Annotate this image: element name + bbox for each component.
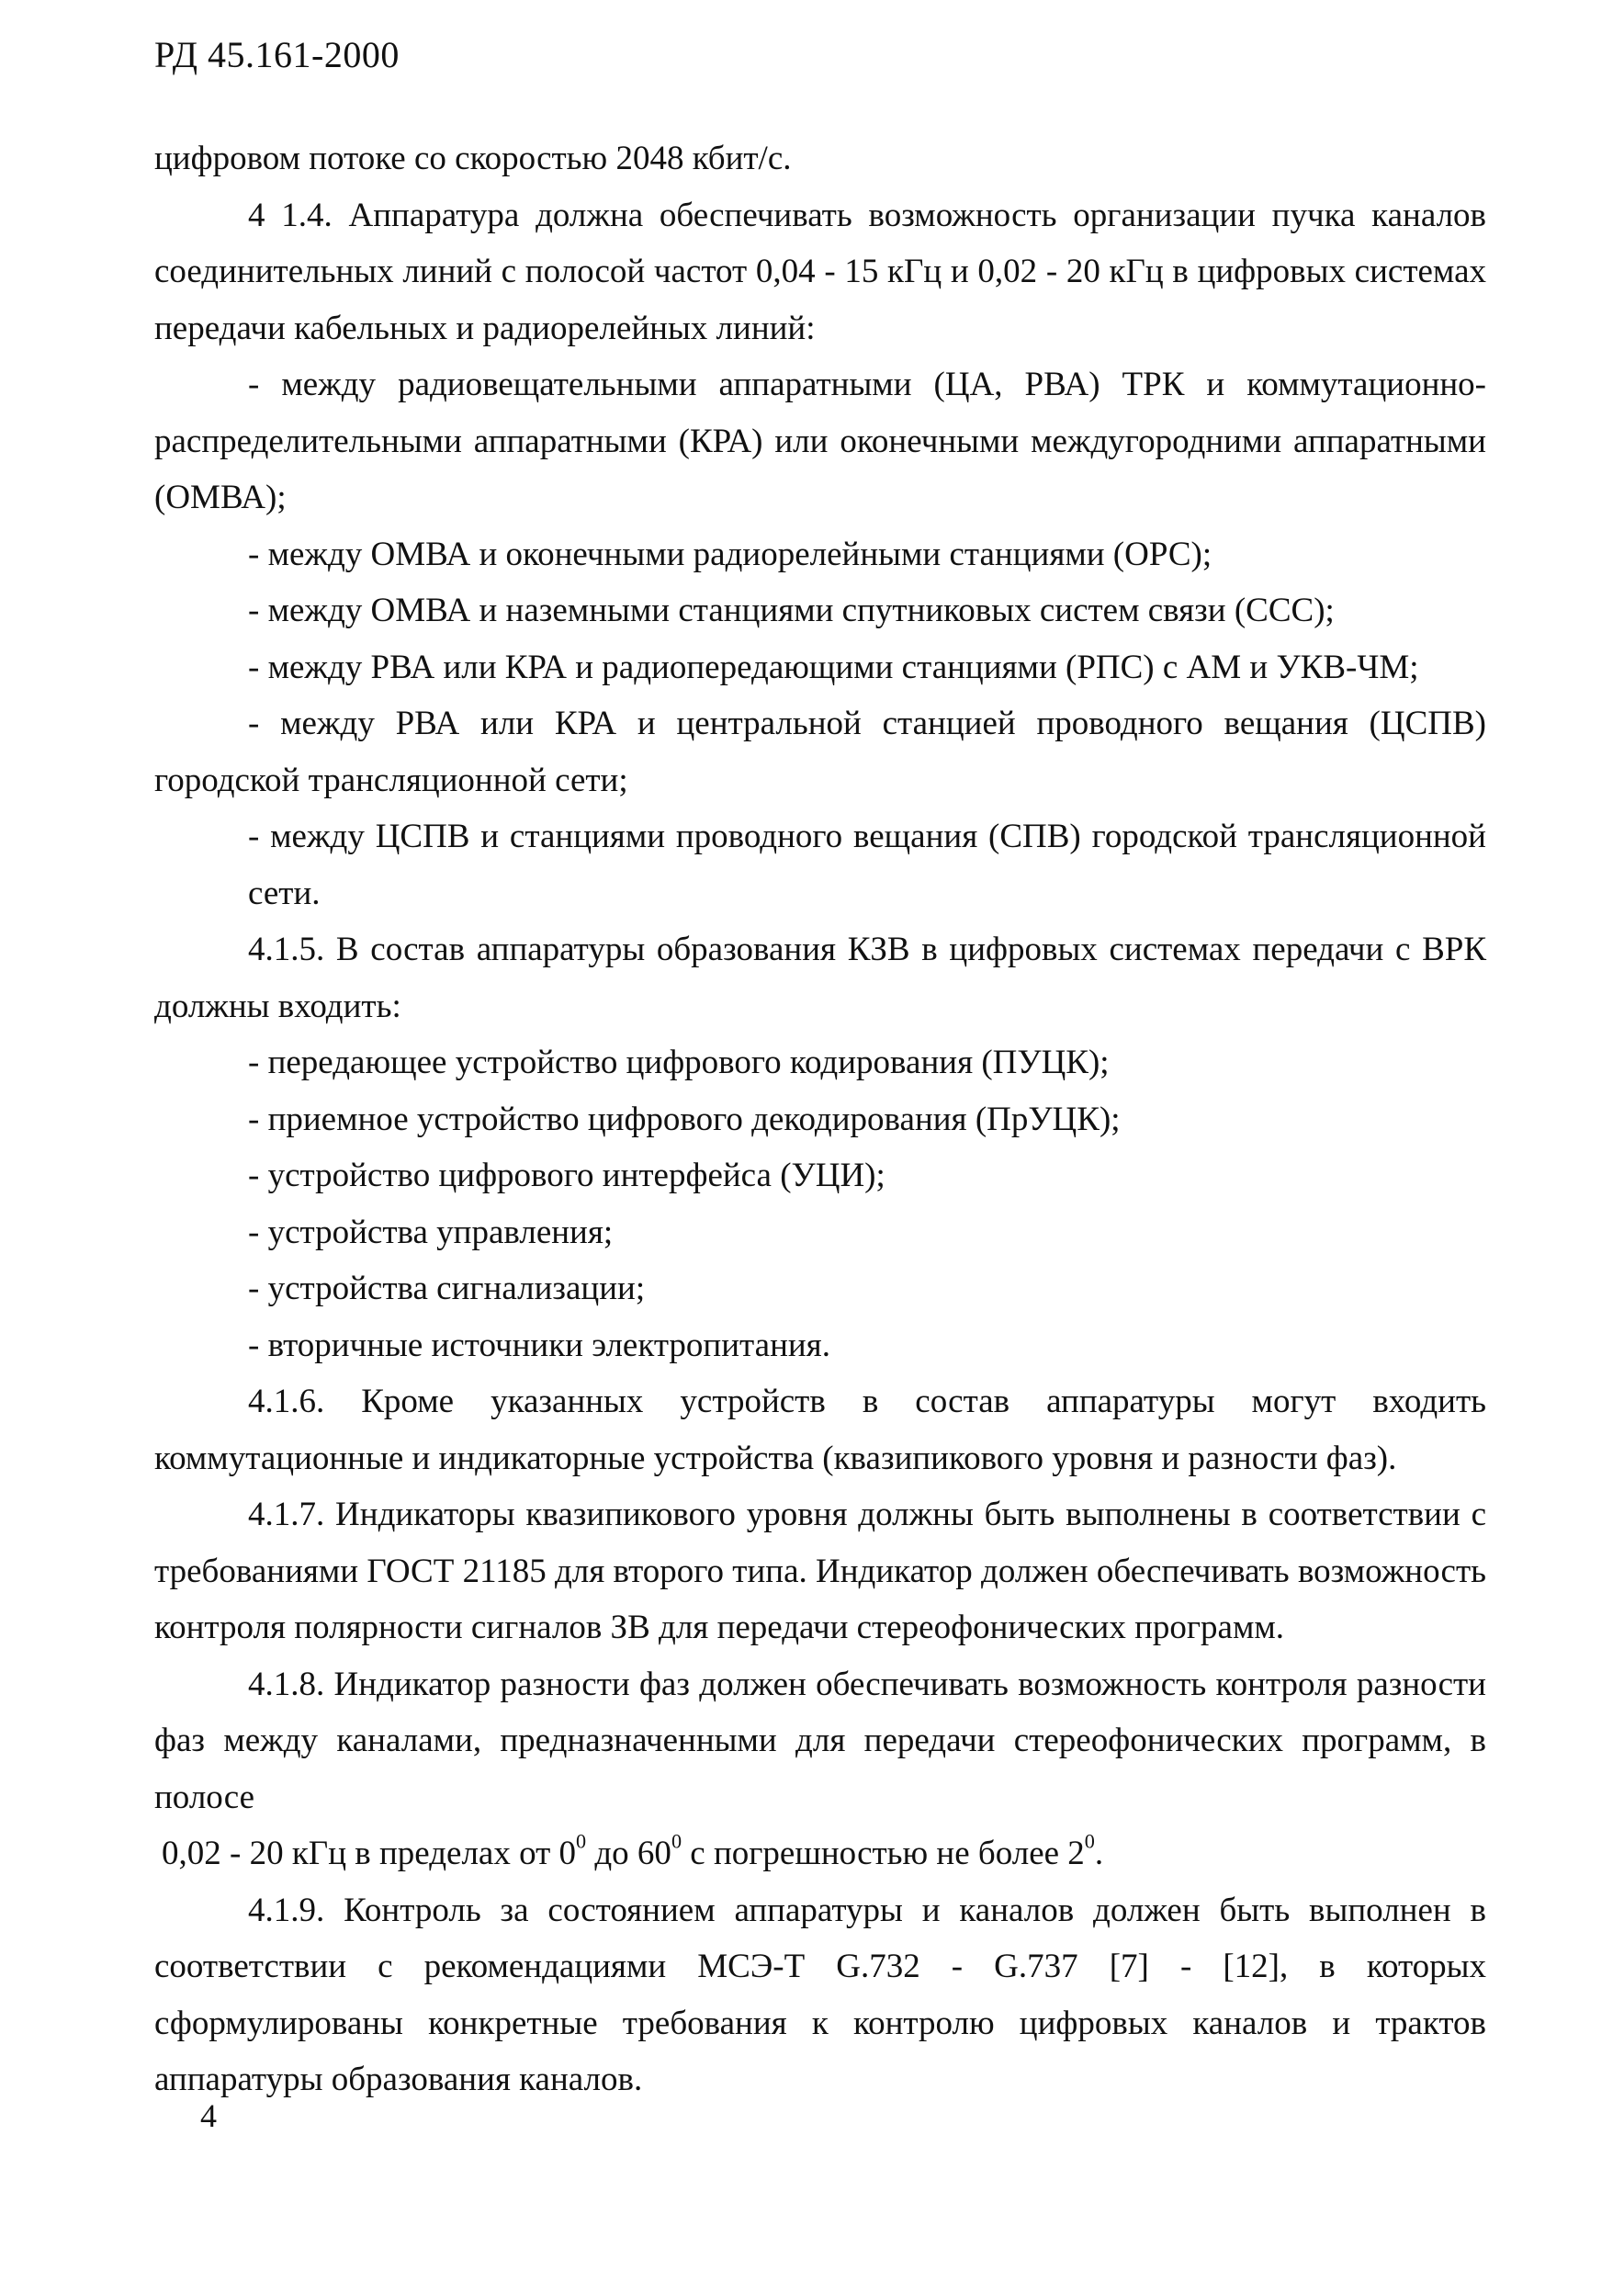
paragraph-4-1-6: 4.1.6. Кроме указанных устройств в состав аппаратуры могут входить коммутационные и индикаторные устройства (квазипикового уровня и разности фаз). [154,1383,1486,1477]
list-item: - между РВА или КРА и центральной станцией проводного вещания (ЦСПВ) городской трансляционной сети; [154,705,1486,799]
page-number: 4 [200,2097,217,2134]
list-item: - между радиовещательными аппаратными (ЦА, РВА) ТРК и коммутационно-распределительными аппаратными (КРА) или оконечными междугородними аппаратными (ОМВА); [154,366,1486,516]
degree-superscript: 0 [576,1829,587,1853]
document-code: РД 45.161-2000 [154,34,400,75]
paragraph-4-1-7: 4.1.7. Индикаторы квазипикового уровня должны быть выполнены в соответствии с требованиями ГОСТ 21185 для второго типа. Индикатор должен обеспечивать возможность контроля полярности сигналов ЗВ для передачи стереофонических программ. [154,1496,1486,1646]
paragraph-4-1-4: 4 1.4. Аппаратура должна обеспечивать возможность организации пучка каналов соединительных линий с полосой частот 0,04 - 15 кГц и 0,02 - 20 кГц в цифровых системах передачи кабельных и радиорелейных линий: [154,196,1486,347]
range-text-a: 0,02 - 20 кГц в пределах от 0 [162,1835,577,1872]
paragraph-4-1-9: 4.1.9. Контроль за состоянием аппаратуры и каналов должен быть выполнен в соответствии с рекомендациями МСЭ-Т G.732 - G.737 [7] - [12], в которых сформулированы конкретные требования к контролю цифровых каналов и трактов аппаратуры образования каналов. [154,1891,1486,2098]
paragraph-4-1-8-text: 4.1.8. Индикатор разности фаз должен обеспечивать возможность контроля разности фаз между каналами, предназначенными для передачи стереофонических программ, в полосе [154,1665,1486,1816]
degree-superscript: 0 [1084,1829,1095,1853]
paragraph-4-1-8-range-line [154,1825,1486,1882]
degree-superscript: 0 [671,1829,682,1853]
range-text-c: с погрешностью не более 2 [682,1835,1085,1872]
paragraph-continuation: цифровом потоке со скоростью 2048 кбит/с. [154,140,792,177]
paragraph-4-1-8 [154,1656,1486,1882]
list-item: - устройство цифрового интерфейса (УЦИ); [248,1157,885,1194]
list-item: - между ОМВА и оконечными радиорелейными станциями (ОРС); [248,535,1212,573]
document-body [154,130,1486,2108]
list-item: - передающее устройство цифрового кодирования (ПУЦК); [248,1044,1110,1081]
list-item: - устройства сигнализации; [248,1270,646,1307]
list-item: - устройства управления; [248,1213,614,1251]
range-text-d: . [1094,1835,1104,1872]
list-item: - приемное устройство цифрового декодирования (ПрУЦК); [248,1100,1121,1138]
list-item: - между ЦСПВ и станциями проводного вещания (СПВ) городской трансляционной сети. [248,818,1486,912]
range-text-b: до 60 [586,1835,671,1872]
paragraph-4-1-5: 4.1.5. В состав аппаратуры образования КЗВ в цифровых системах передачи с ВРК должны входить: [154,931,1486,1025]
list-item: - между ОМВА и наземными станциями спутниковых систем связи (ССС); [248,592,1335,629]
list-item: - вторичные источники электропитания. [248,1326,830,1364]
list-item: - между РВА или КРА и радиопередающими станциями (РПС) с АМ и УКВ-ЧМ; [248,648,1419,686]
